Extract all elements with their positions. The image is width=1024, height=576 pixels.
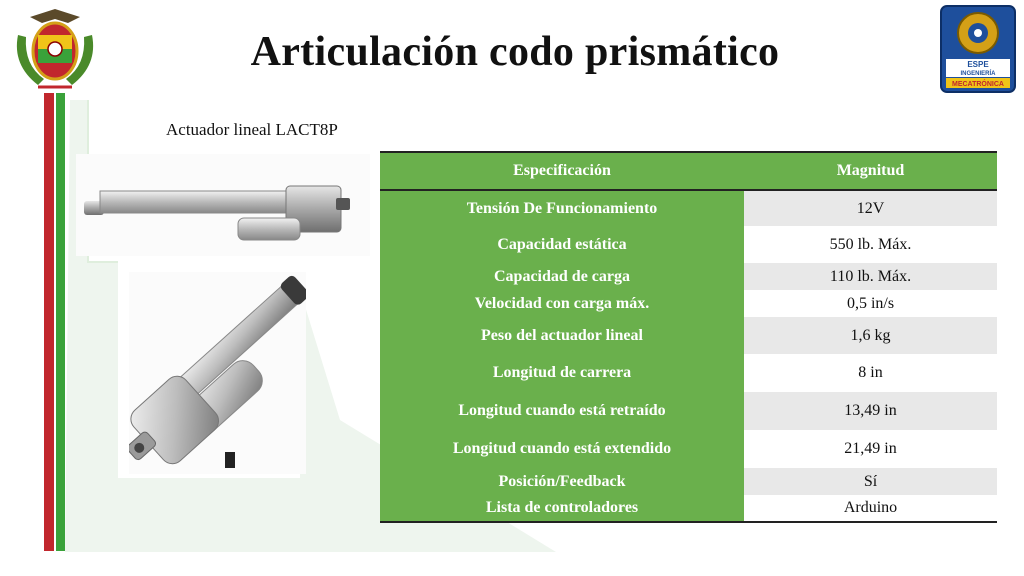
spec-cell: Longitud cuando está retraído <box>380 392 744 430</box>
table-row <box>380 263 997 290</box>
value-cell: 13,49 in <box>744 392 997 430</box>
actuator-photo-angled <box>129 272 306 474</box>
table-row <box>380 354 997 392</box>
value-cell: 550 lb. Máx. <box>744 226 997 263</box>
slide-title: Articulación codo prismático <box>250 29 780 75</box>
value-cell: 8 in <box>744 354 997 392</box>
value-cell: 110 lb. Máx. <box>744 263 997 290</box>
table-row <box>380 430 997 468</box>
spec-cell: Capacidad estática <box>380 226 744 263</box>
actuator-caption: Actuador lineal LACT8P <box>166 120 338 139</box>
logo-line1: ESPE <box>967 60 989 69</box>
value-cell: 1,6 kg <box>744 317 997 354</box>
value-cell: Arduino <box>744 495 997 522</box>
green-stripe <box>56 93 65 551</box>
table-row <box>380 392 997 430</box>
spec-cell: Capacidad de carga <box>380 263 744 290</box>
spec-cell: Lista de controladores <box>380 495 744 522</box>
spec-cell: Longitud cuando está extendido <box>380 430 744 468</box>
spec-cell: Posición/Feedback <box>380 468 744 495</box>
specifications-table <box>380 151 997 523</box>
table-row <box>380 190 997 226</box>
table-row <box>380 226 997 263</box>
actuator-photo-horizontal <box>76 154 370 256</box>
red-stripe <box>44 93 54 551</box>
table-row <box>380 495 997 522</box>
value-cell: 12V <box>744 190 997 226</box>
table-row <box>380 468 997 495</box>
value-cell: 21,49 in <box>744 430 997 468</box>
logo-line3: MECATRÓNICA <box>952 81 1004 88</box>
value-cell: 0,5 in/s <box>744 290 997 317</box>
spec-cell: Longitud de carrera <box>380 354 744 392</box>
spec-cell: Tensión De Funcionamiento <box>380 190 744 226</box>
value-cell: Sí <box>744 468 997 495</box>
header-magnitude: Magnitud <box>744 152 997 190</box>
spec-cell: Velocidad con carga máx. <box>380 290 744 317</box>
logo-line2: INGENIERÍA <box>960 71 996 77</box>
table-row <box>380 317 997 354</box>
spec-cell: Peso del actuador lineal <box>380 317 744 354</box>
table-row <box>380 290 997 317</box>
header-specification: Especificación <box>380 152 744 190</box>
table-header-row <box>380 152 997 190</box>
